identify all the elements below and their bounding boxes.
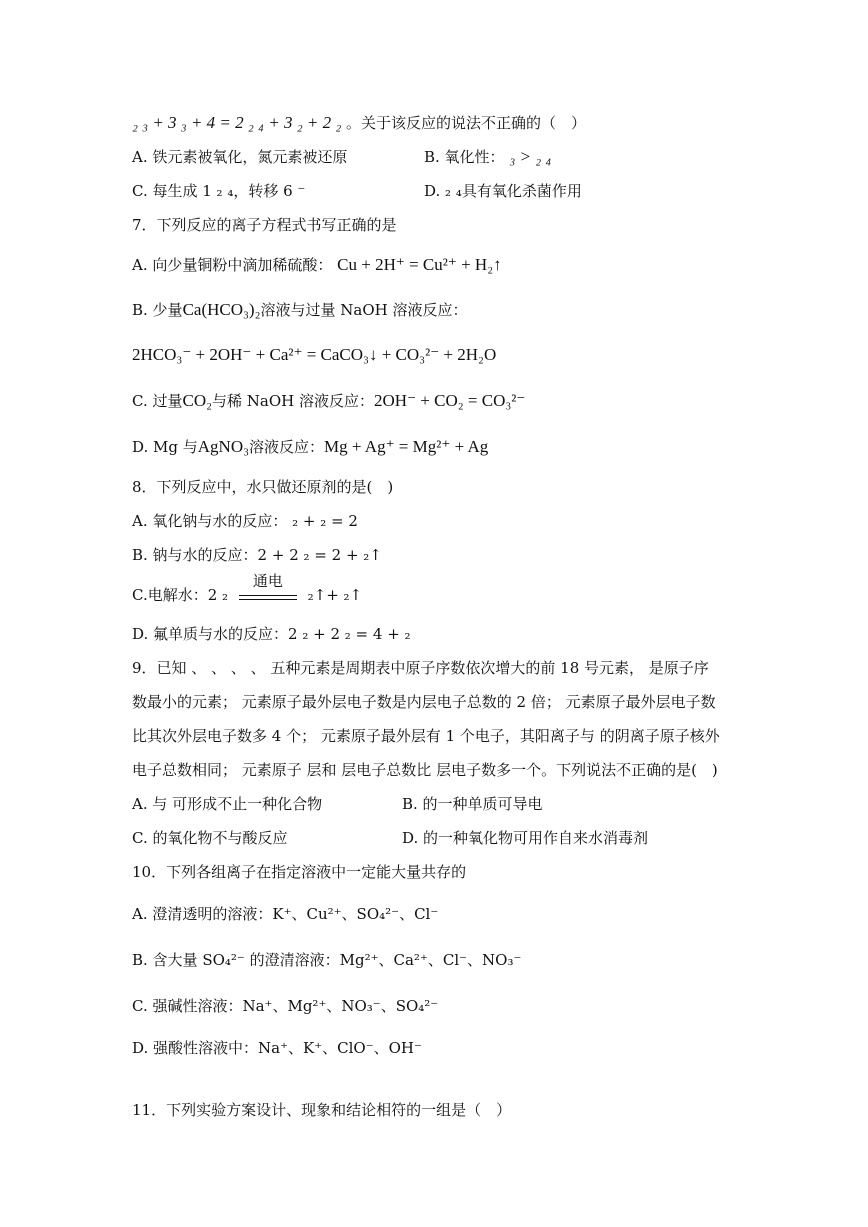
q9-line-3: 比其次外层电子数多 4 个； 元素原子最外层有 1 个电子，其阳离子与 的阴离子原子核外 [132,727,720,745]
q7-option-b-equation: 2HCO₃⁻ + 2OH⁻ + Ca²⁺ = CaCO₃↓ + CO₃²⁻ + 2H₂O [132,345,497,364]
q7-option-b-formula: Ca(HCO₃)₂ [182,300,261,319]
q7-option-a-equation: Cu + 2H⁺ = Cu²⁺ + H₂↑ [337,255,502,274]
q8-option-c-post: ₂↑+ ₂↑ [307,586,363,604]
q8-option-c [132,572,363,605]
q11-stem: 11．下列实验方案设计、现象和结论相符的一组是（ ） [132,1101,512,1119]
q7-option-c-formula: CO₂ [182,391,213,410]
q6-option-a: A. 铁元素被氧化，氮元素被还原 [132,148,348,166]
q8-option-b: B. 钠与水的反应：2 + 2 ₂ = 2 + ₂↑ [132,546,382,564]
q10-option-a: A. 澄清透明的溶液：K⁺、Cu²⁺、SO₄²⁻、Cl⁻ [132,905,439,923]
q6-stem: 。关于该反应的说法不正确的（ ） [346,114,587,132]
q9-option-d: D. 的一种氧化物可用作自来水消毒剂 [402,829,649,847]
q8-option-a: A. 氧化钠与水的反应： ₂ + ₂ = 2 [132,512,358,530]
q8-stem: 8．下列反应中，水只做还原剂的是( ) [132,478,394,496]
q9-line-2: 数最小的元素； 元素原子最外层电子数是内层电子总数的 2 倍； 元素原子最外层电子数 [132,693,716,711]
electrolysis-condition [239,572,297,600]
q10-stem: 10．下列各组离子在指定溶液中一定能大量共存的 [132,863,467,881]
q6-equation-line [132,113,586,133]
q6-option-b-formula: ₃ > ₂ ₄ [509,147,552,166]
q7-option-c-text2: 与稀 NaOH 溶液反应： [212,392,375,410]
double-line-arrow [239,595,297,600]
q7-option-c [132,391,525,411]
q7-option-b-text1: B. 少量 [132,301,183,319]
q7-option-a [132,255,502,275]
q7-option-d-text1: D. Mg 与 [132,438,198,456]
q7-option-d [132,437,488,457]
q10-option-d: D. 强酸性溶液中：Na⁺、K⁺、ClO⁻、OH⁻ [132,1039,422,1057]
q7-option-d-formula: AgNO₃ [197,437,250,456]
q8-option-c-pre: C.电解水：2 ₂ [132,586,229,604]
q9-option-a: A. 与 可形成不止一种化合物 [132,795,323,813]
q7-option-d-text2: 溶液反应： [249,438,325,456]
q9-line-4: 电子总数相同； 元素原子 层和 层电子总数比 层电子数多一个。下列说法不正确的是( ) [132,761,718,779]
q7-option-a-text: A. 向少量铜粉中滴加稀硫酸： [132,256,333,274]
q7-option-b [132,300,468,320]
q10-option-c: C. 强碱性溶液：Na⁺、Mg²⁺、NO₃⁻、SO₄²⁻ [132,997,439,1015]
q6-equation: ₂ ₃ + 3 ₃ + 4 = 2 ₂ ₄ + 3 ₂ + 2 ₂ [132,113,342,132]
q7-stem: 7．下列反应的离子方程式书写正确的是 [132,216,397,234]
q7-option-c-equation: 2OH⁻ + CO₂ = CO₃²⁻ [374,391,526,410]
q9-option-c: C. 的氧化物不与酸反应 [132,829,288,847]
q7-option-c-text1: C. 过量 [132,392,183,410]
q7-option-b-text2: 溶液与过量 NaOH 溶液反应： [260,301,468,319]
q6-option-b-label: B. 氧化性： [424,148,505,166]
condition-label: 通电 [252,572,283,590]
q6-option-d: D. ₂ ₄具有氧化杀菌作用 [424,182,582,200]
q6-option-b [424,147,551,167]
q7-option-d-equation: Mg + Ag⁺ = Mg²⁺ + Ag [324,437,489,456]
q9-option-b: B. 的一种单质可导电 [402,795,543,813]
q8-option-d: D. 氟单质与水的反应：2 ₂ + 2 ₂ = 4 + ₂ [132,625,411,643]
q10-option-b: B. 含大量 SO₄²⁻ 的澄清溶液：Mg²⁺、Ca²⁺、Cl⁻、NO₃⁻ [132,951,522,969]
q6-option-c: C. 每生成 1 ₂ ₄，转移 6 ⁻ [132,182,306,200]
q9-line-1: 9．已知 、 、 、 、 五种元素是周期表中原子序数依次增大的前 18 号元素， 是原子序 [132,659,709,677]
